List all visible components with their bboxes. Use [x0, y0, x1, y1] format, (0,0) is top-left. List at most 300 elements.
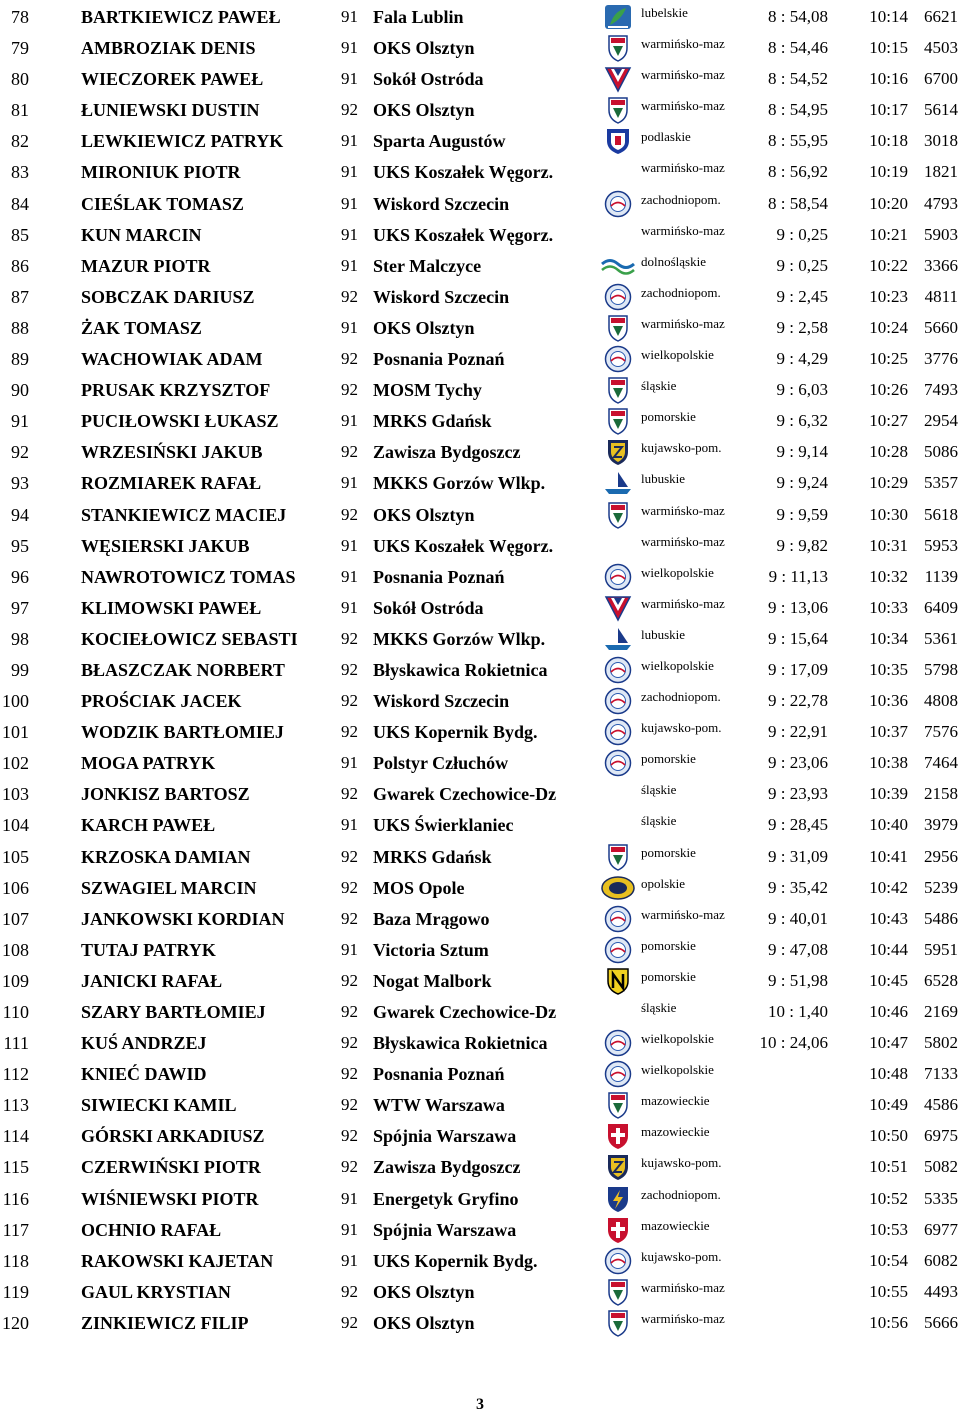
result-time: 8 : 58,54 [768, 193, 828, 213]
athlete-name: WIŚNIEWSKI PIOTR [81, 1188, 259, 1209]
round-badge-icon [600, 1029, 636, 1057]
club-name: Baza Mrągowo [373, 908, 490, 929]
athlete-name: PRUSAK KRZYSZTOF [81, 380, 271, 401]
bolt-shield-icon [600, 1185, 636, 1213]
round-badge-icon [600, 905, 636, 933]
result-time: 9 : 6,32 [776, 411, 828, 431]
licence-number: 4808 [924, 691, 958, 711]
shield-crest-icon [600, 501, 636, 529]
start-time: 10:56 [869, 1312, 908, 1332]
licence-number: 6977 [924, 1219, 958, 1239]
round-badge-icon [600, 563, 636, 591]
licence-number: 5618 [924, 504, 958, 524]
birth-year: 92 [341, 628, 358, 648]
table-row [0, 935, 960, 966]
table-row [0, 282, 960, 313]
start-time: 10:46 [869, 1002, 908, 1021]
club-name: Posnania Poznań [373, 349, 505, 370]
shield-crest-icon [600, 843, 636, 871]
birth-year: 92 [341, 691, 358, 711]
table-row [0, 468, 960, 499]
result-time: 10 : 24,06 [759, 1033, 828, 1053]
region-name: zachodniopom. [641, 689, 721, 705]
chevron-crest-icon [600, 65, 636, 93]
shield-crest-icon [600, 314, 636, 342]
birth-year: 92 [341, 908, 358, 928]
birth-year: 91 [341, 473, 358, 493]
birth-year: 92 [341, 1281, 358, 1301]
region-name: opolskie [641, 875, 686, 891]
licence-number: 5951 [924, 939, 958, 959]
athlete-name: KUŚ ANDRZEJ [81, 1033, 207, 1054]
z-shield-icon [600, 438, 636, 466]
licence-number: 6409 [924, 597, 958, 617]
result-time: 9 : 9,59 [776, 504, 828, 524]
result-time: 9 : 0,25 [776, 224, 828, 244]
club-name: OKS Olsztyn [373, 504, 475, 525]
result-time: 9 : 40,01 [768, 908, 828, 928]
birth-year: 92 [341, 349, 358, 369]
table-row [0, 1246, 960, 1277]
region-name: lubuskie [641, 626, 686, 642]
start-time: 10:18 [869, 131, 908, 151]
region-name: mazowieckie [641, 1217, 710, 1233]
row-number: 111 [3, 1033, 29, 1054]
athlete-name: KUN MARCIN [81, 224, 202, 245]
start-time: 10:28 [869, 442, 908, 462]
start-time: 10:16 [869, 69, 908, 89]
athlete-name: KLIMOWSKI PAWEŁ [81, 597, 262, 618]
row-number: 107 [2, 908, 29, 929]
region-name: zachodniopom. [641, 1186, 721, 1202]
table-row [0, 686, 960, 717]
licence-number: 2169 [924, 1002, 958, 1021]
start-time: 10:26 [869, 380, 908, 400]
athlete-name: KNIEĆ DAWID [81, 1064, 207, 1085]
table-row [0, 717, 960, 748]
row-number: 110 [2, 1002, 29, 1022]
result-time: 9 : 0,25 [776, 255, 828, 275]
club-name: UKS Kopernik Bydg. [373, 1250, 538, 1271]
club-name: Ster Malczyce [373, 255, 482, 276]
region-name: mazowieckie [641, 1124, 710, 1140]
start-time: 10:37 [869, 722, 908, 742]
start-time: 10:34 [869, 628, 908, 648]
club-name: Sparta Augustów [373, 131, 506, 152]
row-number: 78 [11, 7, 29, 27]
table-row [0, 1184, 960, 1215]
licence-number: 5335 [924, 1188, 958, 1208]
club-name: OKS Olsztyn [373, 100, 475, 121]
athlete-name: SZWAGIEL MARCIN [81, 877, 257, 898]
result-time: 9 : 17,09 [768, 659, 828, 679]
birth-year: 92 [341, 1002, 358, 1021]
club-name: MKKS Gorzów Wlkp. [373, 628, 546, 649]
result-time: 8 : 54,46 [768, 38, 828, 58]
athlete-name: TUTAJ PATRYK [81, 939, 216, 960]
result-time: 9 : 15,64 [768, 628, 828, 648]
table-row [0, 904, 960, 935]
result-time: 8 : 54,08 [768, 7, 828, 26]
row-number: 105 [2, 846, 29, 867]
row-number: 112 [2, 1064, 29, 1085]
club-name: OKS Olsztyn [373, 1312, 475, 1333]
birth-year: 91 [341, 7, 358, 26]
athlete-name: CIEŚLAK TOMASZ [81, 193, 244, 214]
row-number: 82 [11, 131, 29, 152]
shield-crest-icon [600, 96, 636, 124]
licence-number: 6975 [924, 1126, 958, 1146]
table-row [0, 126, 960, 157]
region-name: warmińsko-maz [641, 98, 725, 114]
region-name: lubelskie [641, 5, 688, 20]
licence-number: 5614 [924, 100, 958, 120]
club-logo-placeholder [600, 158, 636, 186]
row-number: 79 [11, 38, 29, 59]
club-name: MRKS Gdańsk [373, 411, 492, 432]
start-time: 10:44 [869, 939, 908, 959]
club-name: MOS Opole [373, 877, 465, 898]
start-time: 10:55 [869, 1281, 908, 1301]
row-number: 100 [2, 691, 29, 712]
club-name: Sokół Ostróda [373, 69, 484, 90]
start-time: 10:38 [869, 753, 908, 773]
table-row [0, 873, 960, 904]
athlete-name: SIWIECKI KAMIL [81, 1095, 237, 1116]
licence-number: 7133 [924, 1064, 958, 1084]
birth-year: 92 [341, 659, 358, 679]
licence-number: 7493 [924, 380, 958, 400]
result-time: 8 : 54,95 [768, 100, 828, 120]
birth-year: 92 [341, 1157, 358, 1177]
region-name: mazowieckie [641, 1093, 710, 1109]
region-name: wielkopolskie [641, 1031, 714, 1047]
result-time: 9 : 9,82 [776, 535, 828, 555]
region-name: wielkopolskie [641, 564, 714, 580]
birth-year: 92 [341, 286, 358, 306]
table-row [0, 1059, 960, 1090]
row-number: 114 [2, 1126, 29, 1147]
birth-year: 91 [341, 162, 358, 182]
licence-number: 2954 [924, 411, 958, 431]
region-name: warmińsko-maz [641, 533, 725, 549]
start-time: 10:53 [869, 1219, 908, 1239]
round-badge-icon [600, 190, 636, 218]
licence-number: 2956 [924, 846, 958, 866]
row-number: 116 [2, 1188, 29, 1209]
start-time: 10:40 [869, 815, 908, 835]
athlete-name: WIECZOREK PAWEŁ [81, 69, 264, 90]
region-name: wielkopolskie [641, 1062, 714, 1078]
start-time: 10:48 [869, 1064, 908, 1084]
birth-year: 92 [341, 784, 358, 804]
round-badge-icon [600, 656, 636, 684]
leaf-crest-icon [600, 3, 636, 31]
licence-number: 5357 [924, 473, 958, 493]
birth-year: 91 [341, 939, 358, 959]
region-name: warmińsko-maz [641, 160, 725, 176]
region-name: kujawsko-pom. [641, 1155, 722, 1171]
licence-number: 7464 [924, 753, 958, 773]
shield-crest-icon [600, 1091, 636, 1119]
athlete-name: NAWROTOWICZ TOMAS [81, 566, 296, 587]
birth-year: 92 [341, 442, 358, 462]
shield-crest-icon [600, 407, 636, 435]
club-name: Zawisza Bydgoszcz [373, 1157, 521, 1178]
result-time: 9 : 51,98 [768, 970, 828, 990]
licence-number: 2158 [924, 784, 958, 804]
region-name: pomorskie [641, 968, 696, 984]
row-number: 81 [11, 100, 29, 121]
licence-number: 4493 [924, 1281, 958, 1301]
table-row [0, 655, 960, 686]
club-name: Victoria Sztum [373, 939, 489, 960]
row-number: 86 [11, 255, 29, 276]
birth-year: 92 [341, 722, 358, 742]
birth-year: 92 [341, 846, 358, 866]
result-time: 9 : 22,91 [768, 722, 828, 742]
start-time: 10:29 [869, 473, 908, 493]
round-badge-icon [600, 749, 636, 777]
club-name: Sokół Ostróda [373, 597, 484, 618]
row-number: 109 [2, 970, 29, 991]
row-number: 106 [2, 877, 29, 898]
licence-number: 4793 [924, 193, 958, 213]
club-name: Spójnia Warszawa [373, 1219, 517, 1240]
athlete-name: KARCH PAWEŁ [81, 815, 216, 836]
start-time: 10:49 [869, 1095, 908, 1115]
region-name: warmińsko-maz [641, 222, 725, 238]
club-name: Fala Lublin [373, 7, 464, 27]
club-logo-placeholder [600, 532, 636, 560]
birth-year: 91 [341, 566, 358, 586]
region-name: lubuskie [641, 471, 686, 487]
cross-shield-icon [600, 1122, 636, 1150]
birth-year: 92 [341, 1312, 358, 1332]
start-time: 10:52 [869, 1188, 908, 1208]
table-row [0, 748, 960, 779]
club-name: Błyskawica Rokietnica [373, 659, 548, 680]
row-number: 83 [11, 162, 29, 183]
row-number: 91 [11, 411, 29, 432]
birth-year: 92 [341, 877, 358, 897]
round-badge-icon [600, 687, 636, 715]
birth-year: 91 [341, 753, 358, 773]
round-badge-icon [600, 283, 636, 311]
start-time: 10:21 [869, 224, 908, 244]
start-time: 10:32 [869, 566, 908, 586]
birth-year: 91 [341, 317, 358, 337]
licence-number: 5486 [924, 908, 958, 928]
athlete-name: ŻAK TOMASZ [81, 317, 202, 338]
athlete-name: KRZOSKA DAMIAN [81, 846, 251, 867]
result-time: 8 : 54,52 [768, 69, 828, 89]
table-row [0, 189, 960, 220]
row-number: 103 [2, 784, 29, 805]
chevron-crest-icon [600, 594, 636, 622]
start-time: 10:14 [869, 7, 908, 26]
athlete-name: GAUL KRYSTIAN [81, 1281, 231, 1302]
region-name: śląskie [641, 1000, 677, 1015]
result-time: 9 : 11,13 [768, 566, 828, 586]
start-time: 10:31 [869, 535, 908, 555]
birth-year: 91 [341, 815, 358, 835]
result-time: 9 : 2,58 [776, 317, 828, 337]
result-time: 9 : 35,42 [768, 877, 828, 897]
club-name: OKS Olsztyn [373, 1281, 475, 1302]
round-badge-icon [600, 718, 636, 746]
shield-crest-icon [600, 1278, 636, 1306]
licence-number: 3018 [924, 131, 958, 151]
athlete-name: OCHNIO RAFAŁ [81, 1219, 222, 1240]
table-row [0, 1152, 960, 1183]
sparta-crest-icon [600, 127, 636, 155]
birth-year: 92 [341, 1033, 358, 1053]
start-time: 10:42 [869, 877, 908, 897]
club-name: Spójnia Warszawa [373, 1126, 517, 1147]
licence-number: 5086 [924, 442, 958, 462]
shield-crest-icon [600, 376, 636, 404]
row-number: 97 [11, 597, 29, 618]
club-name: Energetyk Gryfino [373, 1188, 519, 1209]
licence-number: 4586 [924, 1095, 958, 1115]
region-name: warmińsko-maz [641, 595, 725, 611]
start-time: 10:51 [869, 1157, 908, 1177]
row-number: 93 [11, 473, 29, 494]
club-name: UKS Koszałek Węgorz. [373, 224, 554, 245]
athlete-name: MOGA PATRYK [81, 753, 216, 774]
licence-number: 5903 [924, 224, 958, 244]
start-time: 10:19 [869, 162, 908, 182]
row-number: 88 [11, 317, 29, 338]
row-number: 101 [2, 722, 29, 743]
athlete-name: JANICKI RAFAŁ [81, 970, 223, 991]
club-name: Błyskawica Rokietnica [373, 1033, 548, 1054]
start-time: 10:25 [869, 349, 908, 369]
club-name: MRKS Gdańsk [373, 846, 492, 867]
oval-badge-icon [600, 874, 636, 902]
licence-number: 6700 [924, 69, 958, 89]
club-name: MKKS Gorzów Wlkp. [373, 473, 546, 494]
row-number: 92 [11, 442, 29, 463]
start-time: 10:43 [869, 908, 908, 928]
club-logo-placeholder [600, 780, 636, 808]
round-badge-icon [600, 1060, 636, 1088]
licence-number: 6528 [924, 970, 958, 990]
row-number: 108 [2, 939, 29, 960]
table-row [0, 997, 960, 1028]
table-row [0, 624, 960, 655]
table-row [0, 842, 960, 873]
athlete-name: WRZESIŃSKI JAKUB [81, 442, 263, 463]
club-name: WTW Warszawa [373, 1095, 505, 1116]
birth-year: 91 [341, 131, 358, 151]
licence-number: 5660 [924, 317, 958, 337]
birth-year: 91 [341, 1250, 358, 1270]
region-name: śląskie [641, 782, 677, 798]
row-number: 85 [11, 224, 29, 245]
z-shield-icon [600, 1153, 636, 1181]
athlete-name: PUCIŁOWSKI ŁUKASZ [81, 411, 279, 432]
start-time: 10:36 [869, 691, 908, 711]
region-name: zachodniopom. [641, 284, 721, 300]
birth-year: 91 [341, 69, 358, 89]
result-time: 10 : 1,40 [768, 1002, 828, 1021]
club-name: Gwarek Czechowice-Dz [373, 1002, 557, 1022]
result-time: 9 : 22,78 [768, 691, 828, 711]
row-number: 113 [2, 1095, 29, 1116]
page-number: 3 [476, 1396, 484, 1413]
region-name: wielkopolskie [641, 347, 714, 363]
athlete-name: WODZIK BARTŁOMIEJ [81, 722, 284, 743]
region-name: podlaskie [641, 129, 691, 145]
result-time: 9 : 23,06 [768, 753, 828, 773]
birth-year: 91 [341, 38, 358, 58]
table-row [0, 95, 960, 126]
licence-number: 1139 [924, 566, 958, 586]
region-name: warmińsko-maz [641, 502, 725, 518]
row-number: 95 [11, 535, 29, 556]
results-table [0, 2, 960, 1339]
club-name: Wiskord Szczecin [373, 286, 510, 307]
start-time: 10:30 [869, 504, 908, 524]
result-time: 9 : 6,03 [776, 380, 828, 400]
birth-year: 91 [341, 597, 358, 617]
region-name: warmińsko-maz [641, 1310, 725, 1326]
athlete-name: WĘSIERSKI JAKUB [81, 535, 250, 556]
result-time: 8 : 55,95 [768, 131, 828, 151]
athlete-name: WACHOWIAK ADAM [81, 349, 263, 370]
result-time: 9 : 28,45 [768, 815, 828, 835]
start-time: 10:17 [869, 100, 908, 120]
birth-year: 91 [341, 535, 358, 555]
club-name: Polstyr Człuchów [373, 753, 509, 774]
start-time: 10:24 [869, 317, 908, 337]
region-name: warmińsko-maz [641, 67, 725, 83]
club-name: MOSM Tychy [373, 380, 482, 401]
club-name: UKS Świerklaniec [373, 815, 514, 836]
region-name: warmińsko-maz [641, 315, 725, 331]
row-number: 119 [2, 1281, 29, 1302]
table-row [0, 344, 960, 375]
region-name: śląskie [641, 378, 677, 394]
birth-year: 91 [341, 224, 358, 244]
round-badge-icon [600, 345, 636, 373]
club-name: UKS Kopernik Bydg. [373, 722, 538, 743]
licence-number: 5666 [924, 1312, 958, 1332]
row-number: 120 [2, 1312, 29, 1333]
row-number: 98 [11, 628, 29, 649]
region-name: pomorskie [641, 409, 696, 425]
result-time: 9 : 23,93 [768, 784, 828, 804]
licence-number: 5953 [924, 535, 958, 555]
athlete-name: AMBROZIAK DENIS [81, 38, 256, 59]
table-row [0, 1277, 960, 1308]
licence-number: 5802 [924, 1033, 958, 1053]
row-number: 87 [11, 286, 29, 307]
licence-number: 3979 [924, 815, 958, 835]
row-number: 80 [11, 69, 29, 90]
licence-number: 6082 [924, 1250, 958, 1270]
region-name: pomorskie [641, 937, 696, 953]
table-row [0, 157, 960, 188]
start-time: 10:33 [869, 597, 908, 617]
table-row [0, 1215, 960, 1246]
result-time: 9 : 9,14 [776, 442, 828, 462]
licence-number: 6621 [924, 7, 958, 26]
athlete-name: KOCIEŁOWICZ SEBASTI [81, 628, 298, 649]
start-time: 10:39 [869, 784, 908, 804]
